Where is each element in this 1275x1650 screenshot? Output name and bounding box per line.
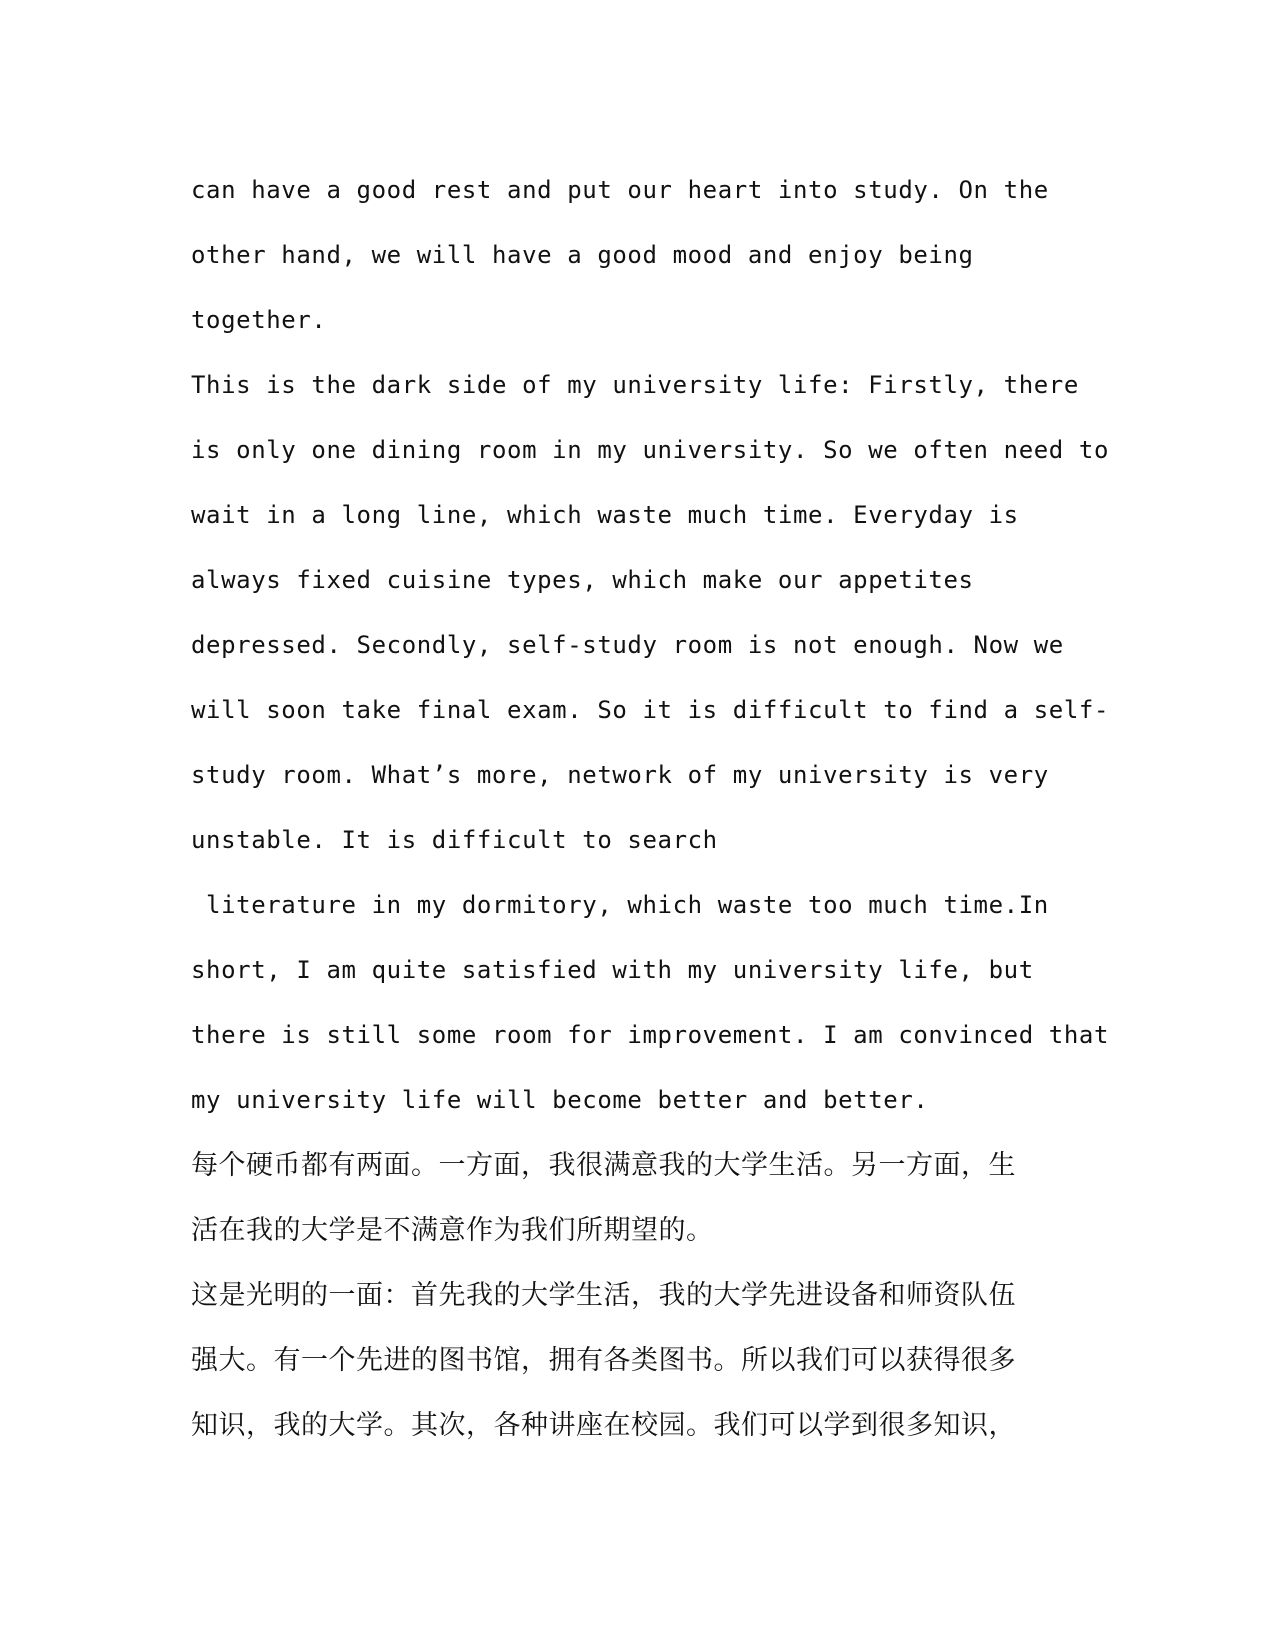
text-line: will soon take final exam. So it is difficult to find a self- [191, 696, 1110, 724]
text-line: depressed. Secondly, self-study room is not enough. Now we [191, 631, 1064, 659]
text-line: wait in a long line, which waste much time. Everyday is [191, 501, 1019, 529]
text-line: always fixed cuisine types, which make our appetites [191, 566, 974, 594]
text-line: literature in my dormitory, which waste too much time.In [191, 891, 1049, 919]
text-line: This is the dark side of my university life: Firstly, there [191, 371, 1079, 399]
body-text [191, 158, 1110, 1458]
text-line: my university life will become better and better. [191, 1086, 929, 1114]
text-line: 强大。有一个先进的图书馆，拥有各类图书。所以我们可以获得很多 [191, 1345, 1016, 1376]
text-line: can have a good rest and put our heart into study. On the [191, 176, 1049, 204]
text-line: together. [191, 306, 327, 334]
text-line: study room. What’s more, network of my university is very [191, 761, 1049, 789]
text-line: 每个硬币都有两面。一方面，我很满意我的大学生活。另一方面，生 [191, 1150, 1016, 1181]
text-line: 知识，我的大学。其次，各种讲座在校园。我们可以学到很多知识， [191, 1410, 1016, 1441]
text-line: 活在我的大学是不满意作为我们所期望的。 [191, 1215, 714, 1246]
text-line: there is still some room for improvement. I am convinced that [191, 1021, 1110, 1049]
text-line: is only one dining room in my university. So we often need to [191, 436, 1110, 464]
text-line: unstable. It is difficult to search [191, 826, 718, 854]
text-line: other hand, we will have a good mood and enjoy being [191, 241, 974, 269]
text-line: 这是光明的一面：首先我的大学生活，我的大学先进设备和师资队伍 [191, 1280, 1016, 1311]
text-line: short, I am quite satisfied with my university life, but [191, 956, 1034, 984]
